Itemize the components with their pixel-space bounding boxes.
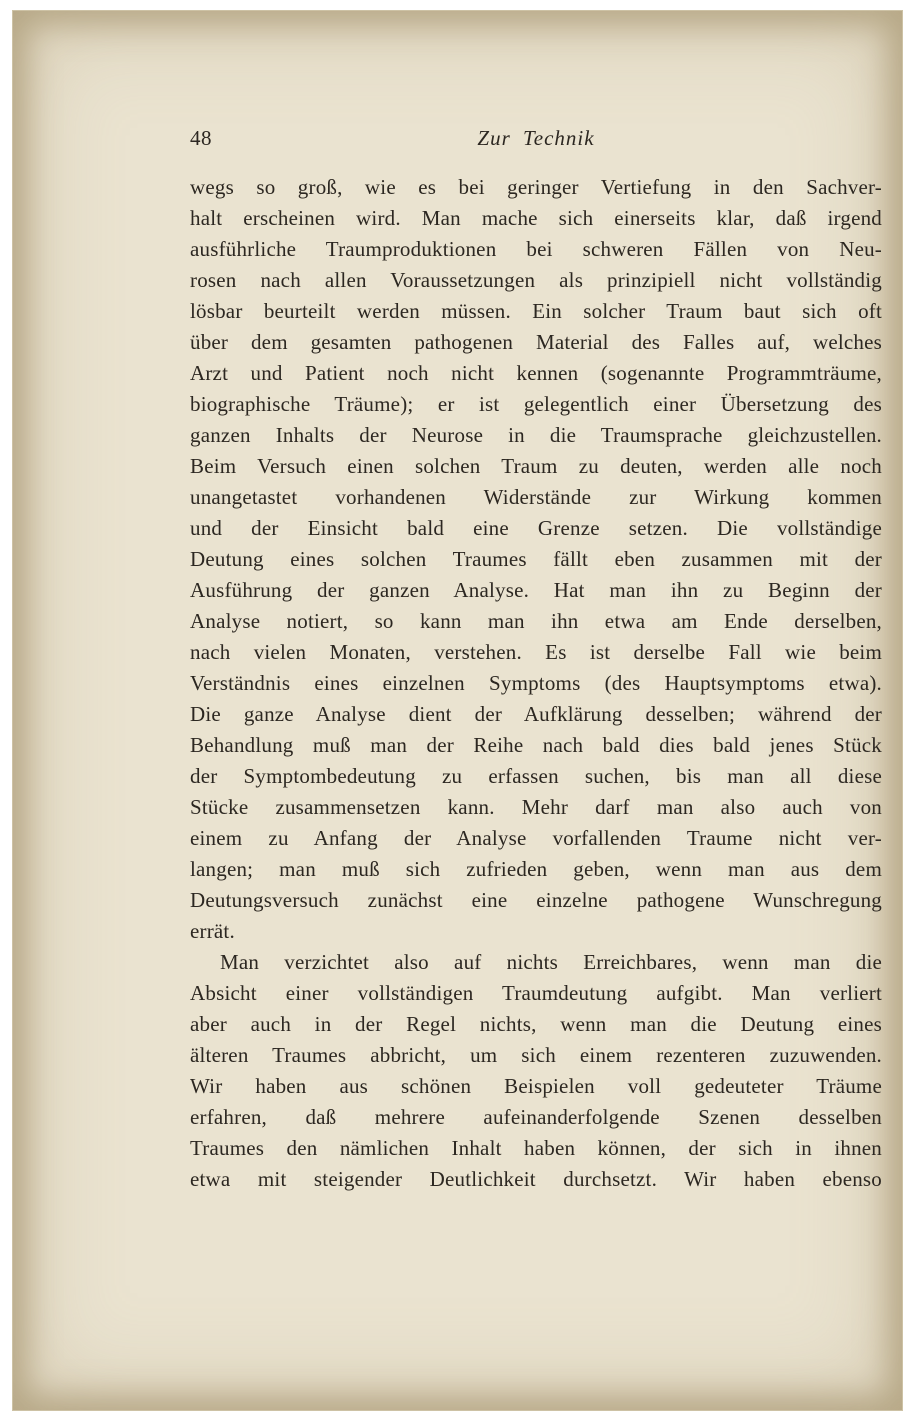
text-line: Absicht einer vollständigen Traumdeutung aufgibt. Man verliert bbox=[190, 981, 882, 1005]
text-line: der Symptombedeutung zu erfassen suchen, bis man all diese bbox=[190, 764, 882, 788]
text-line: älteren Traumes abbricht, um sich einem rezenteren zuzuwenden. bbox=[190, 1043, 882, 1067]
text-line: halt erscheinen wird. Man mache sich einerseits klar, daß irgend bbox=[190, 206, 882, 230]
body-text bbox=[190, 172, 882, 1195]
page-header bbox=[190, 126, 882, 156]
text-line: Die ganze Analyse dient der Aufklärung desselben; während der bbox=[190, 702, 882, 726]
text-line: erfahren, daß mehrere aufeinanderfolgende Szenen desselben bbox=[190, 1105, 882, 1129]
running-title: Zur Technik bbox=[477, 126, 595, 150]
paragraph bbox=[190, 172, 882, 947]
text-line: einem zu Anfang der Analyse vorfallenden Traume nicht ver- bbox=[190, 826, 882, 850]
text-line: über dem gesamten pathogenen Material des Falles auf, welches bbox=[190, 330, 882, 354]
text-line: langen; man muß sich zufrieden geben, wenn man aus dem bbox=[190, 857, 882, 881]
text-line: aber auch in der Regel nichts, wenn man die Deutung eines bbox=[190, 1012, 882, 1036]
text-line: Deutungsversuch zunächst eine einzelne pathogene Wunschregung bbox=[190, 888, 882, 912]
text-line: Behandlung muß man der Reihe nach bald dies bald jenes Stück bbox=[190, 733, 882, 757]
text-line: Analyse notiert, so kann man ihn etwa am Ende derselben, bbox=[190, 609, 882, 633]
text-line: Beim Versuch einen solchen Traum zu deuten, werden alle noch bbox=[190, 454, 882, 478]
text-line: Verständnis eines einzelnen Symptoms (des Hauptsymptoms etwa). bbox=[190, 671, 882, 695]
book-page bbox=[12, 10, 903, 1411]
text-line: wegs so groß, wie es bei geringer Vertiefung in den Sachver- bbox=[190, 175, 882, 199]
text-line: unangetastet vorhandenen Widerstände zur Wirkung kommen bbox=[190, 485, 882, 509]
text-block bbox=[190, 126, 882, 1195]
text-line: ausführliche Traumproduktionen bei schweren Fällen von Neu- bbox=[190, 237, 882, 261]
text-line: und der Einsicht bald eine Grenze setzen. Die vollständige bbox=[190, 516, 882, 540]
text-line: nach vielen Monaten, verstehen. Es ist derselbe Fall wie beim bbox=[190, 640, 882, 664]
text-line: Ausführung der ganzen Analyse. Hat man ihn zu Beginn der bbox=[190, 578, 882, 602]
text-line: Traumes den nämlichen Inhalt haben können, der sich in ihnen bbox=[190, 1136, 882, 1160]
text-line: Stücke zusammensetzen kann. Mehr darf man also auch von bbox=[190, 795, 882, 819]
text-line: ganzen Inhalts der Neurose in die Traumsprache gleichzustellen. bbox=[190, 423, 882, 447]
text-line: errät. bbox=[190, 919, 235, 943]
text-line: Arzt und Patient noch nicht kennen (sogenannte Programmträume, bbox=[190, 361, 882, 385]
text-line: etwa mit steigender Deutlichkeit durchsetzt. Wir haben ebenso bbox=[190, 1167, 882, 1191]
text-line: biographische Träume); er ist gelegentlich einer Übersetzung des bbox=[190, 392, 882, 416]
page-number: 48 bbox=[190, 126, 212, 150]
text-line: Wir haben aus schönen Beispielen voll gedeuteter Träume bbox=[190, 1074, 882, 1098]
paragraph bbox=[190, 947, 882, 1195]
text-line: Man verzichtet also auf nichts Erreichbares, wenn man die bbox=[220, 950, 882, 974]
text-line: rosen nach allen Voraussetzungen als prinzipiell nicht vollständig bbox=[190, 268, 882, 292]
text-line: lösbar beurteilt werden müssen. Ein solcher Traum baut sich oft bbox=[190, 299, 882, 323]
text-line: Deutung eines solchen Traumes fällt eben zusammen mit der bbox=[190, 547, 882, 571]
